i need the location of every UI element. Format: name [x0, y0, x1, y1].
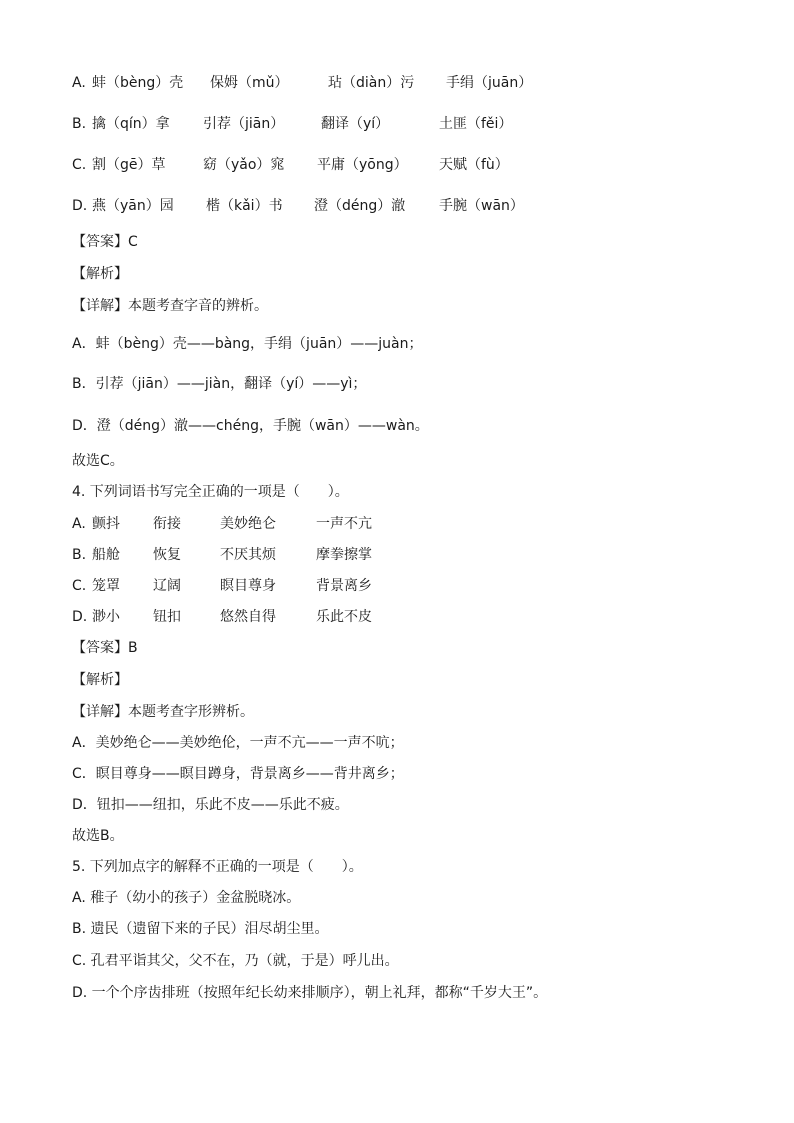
option-item: 背景离乡	[316, 578, 372, 594]
option-item: 恢复	[153, 547, 181, 563]
option-item: 澄（déng）澈	[314, 198, 406, 214]
option-letter: D.	[72, 609, 88, 625]
q3-explanation-d: D．澄（déng）澈——chéng，手腕（wān）——wàn。	[72, 418, 429, 434]
option-item: 蚌（bèng）壳	[92, 75, 184, 91]
q3-conclusion: 故选C。	[72, 453, 124, 469]
q4-conclusion: 故选B。	[72, 828, 124, 844]
option-item: 玷（diàn）污	[328, 75, 415, 91]
option-letter: A.	[72, 516, 86, 532]
q4-stem: 4. 下列词语书写完全正确的一项是（ ）。	[72, 484, 349, 500]
q5-option-d: D. 一个个序齿排班（按照年纪长幼来排顺序），朝上礼拜，都称“千岁大王”。	[72, 985, 548, 1001]
option-letter: A.	[72, 75, 86, 91]
option-item: 手绢（juān）	[446, 75, 533, 91]
option-item: 保姆（mǔ）	[210, 75, 289, 91]
option-letter: D.	[72, 198, 88, 214]
option-item: 燕（yān）园	[92, 198, 174, 214]
option-item: 擒（qín）拿	[92, 116, 170, 132]
option-item: 美妙绝仑	[220, 516, 276, 532]
q3-analysis-label: 【解析】	[72, 266, 128, 282]
q3-explanation-b: B．引荐（jiān）——jiàn，翻译（yí）——yì；	[72, 376, 367, 392]
option-item: 平庸（yōng）	[317, 157, 408, 173]
option-item: 辽阔	[153, 578, 181, 594]
q4-explanation-d: D．钮扣——纽扣，乐此不皮——乐此不疲。	[72, 797, 349, 813]
q4-analysis-label: 【解析】	[72, 672, 128, 688]
option-item: 颤抖	[92, 516, 120, 532]
q4-explanation-a: A．美妙绝仑——美妙绝伦，一声不亢——一声不吭；	[72, 735, 404, 751]
q5-stem: 5. 下列加点字的解释不正确的一项是（ ）。	[72, 859, 363, 875]
option-item: 渺小	[92, 609, 120, 625]
option-item: 窈（yǎo）窕	[203, 157, 285, 173]
option-item: 割（gē）草	[92, 157, 166, 173]
option-item: 瞑目尊身	[220, 578, 276, 594]
option-item: 摩拳擦掌	[316, 547, 372, 563]
option-item: 手腕（wān）	[439, 198, 524, 214]
q3-answer: 【答案】C	[72, 234, 138, 250]
q5-option-c: C. 孔君平诣其父，父不在，乃（就，于是）呼儿出。	[72, 953, 399, 969]
option-item: 悠然自得	[220, 609, 276, 625]
option-item: 土匪（fěi）	[439, 116, 513, 132]
q5-option-b: B. 遗民（遗留下来的子民）泪尽胡尘里。	[72, 921, 329, 937]
option-item: 船舱	[92, 547, 120, 563]
q5-option-a: A. 稚子（幼小的孩子）金盆脱晓冰。	[72, 890, 301, 906]
option-item: 乐此不皮	[316, 609, 372, 625]
q4-detail: 【详解】本题考查字形辨析。	[72, 704, 254, 720]
q4-answer: 【答案】B	[72, 640, 138, 656]
option-letter: C.	[72, 578, 87, 594]
option-item: 钮扣	[153, 609, 181, 625]
option-item: 引荐（jiān）	[203, 116, 285, 132]
q4-explanation-c: C．瞑目尊身——瞑目蹲身，背景离乡——背井离乡；	[72, 766, 404, 782]
option-item: 衔接	[153, 516, 181, 532]
option-letter: B.	[72, 547, 87, 563]
option-item: 一声不亢	[316, 516, 372, 532]
option-item: 天赋（fù）	[439, 157, 509, 173]
option-letter: B.	[72, 116, 87, 132]
option-letter: C.	[72, 157, 87, 173]
q3-detail: 【详解】本题考查字音的辨析。	[72, 298, 268, 314]
option-item: 笼罩	[92, 578, 120, 594]
q3-explanation-a: A．蚌（bèng）壳——bàng，手绢（juān）——juàn；	[72, 336, 423, 352]
option-item: 翻译（yí）	[321, 116, 390, 132]
option-item: 不厌其烦	[220, 547, 276, 563]
option-item: 楷（kǎi）书	[206, 198, 283, 214]
